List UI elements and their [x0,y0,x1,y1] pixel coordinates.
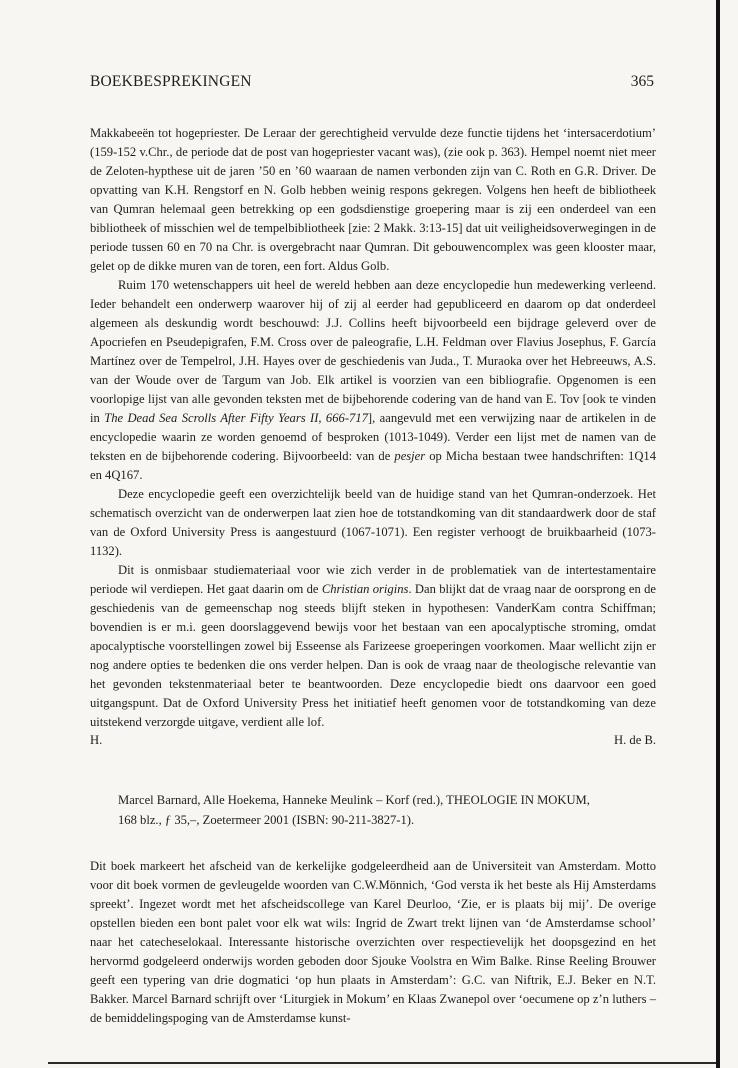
book-title-italic: The Dead Sea Scrolls After Fifty Years II, 666-717 [104,411,368,425]
review-2-paragraph-1: Dit boek markeert het afscheid van de kerkelijke godgeleerdheid aan de Universiteit van Amsterdam. Motto voor dit boek vormen de gevleugelde woorden van C.W.Mönnich, ‘God versta ik het beste als Hij Amsterdams spreekt’. Ingezet wordt met het afscheidscollege van Karel Deurloo, ‘Zie, er is plaats bij mij’. De overige opstellen bieden een bont palet voor elk wat wils: Ingrid de Zwart trekt lijnen van ‘de Amsterdamse school’ naar het catecheselokaal. Interessante historische overzichten over respectievelijk het doopsgezind en het hervormd godgeleerd onderwijs worden geboden door Sjouke Voolstra en Wim Balke. Rinse Reeling Brouwer geeft een typering van drie dogmatici ‘op hun plaats in Amsterdam’: G.C. van Niftrik, E.J. Beker en N.T. Bakker. Marcel Barnard schrijft over ‘Liturgiek in Mokum’ en Klaas Zwanepol over ‘oecumene op z’n luthers – de bemiddelingspoging van de Amsterdamse kunst- [90,859,656,1025]
running-header: BOEKBESPREKINGEN [90,73,252,90]
review-1-paragraph-4-text: Dit is onmisbaar studiemateriaal voor wie zich verder in de problematiek van de intertestamentaire periode wil verdiepen. Het gaat daarin om de [90,563,656,596]
bibliographic-line-1: Marcel Barnard, Alle Hoekema, Hanneke Meulink – Korf (red.), THEOLOGIE IN MOKUM, [118,793,590,807]
review-2-bibliographic-entry [118,790,656,830]
signature-left: H. [90,733,103,747]
review-1-paragraph-2 [90,276,656,485]
bibliographic-line-2: 168 blz., ƒ 35,–, Zoetermeer 2001 (ISBN: 90-211-3827-1). [118,813,415,827]
page-number: 365 [630,73,654,90]
review-1-paragraph-2-cont: ], aangevuld met een verwijzing naar de artikelen in de encyclopedie waarin ze worden genoemd of besproken (1013-1049). Verder een lijst met de namen van de teksten en de bijbehorende codering. Bijvoorbeeld: van de [90,411,656,463]
review-1-paragraph-3: Deze encyclopedie geeft een overzichtelijk beeld van de huidige stand van het Qumran-onderzoek. Het schematisch overzicht van de onderwerpen laat zien hoe de totstandkoming van dit standaardwerk door de staf van de Oxford University Press is aangestuurd (1067-1071). Een register verhoogt de bruikbaarheid (1073-1132). [90,487,656,558]
review-1-paragraph-1: Makkabeeën tot hogepriester. De Leraar der gerechtigheid vervulde deze functie tijdens het ‘intersacerdotium’ (159-152 v.Chr., de periode dat de post van hogepriester vacant was), (zie ook p. 363). Hempel noemt niet meer de Zeloten-hypthese uit de jaren ’50 en ’60 waaraan de namen verbonden zijn van C. Roth en G.R. Driver. De opvatting van K.H. Rengstorf en N. Golb hebben weinig respons gekregen. Volgens hen heeft de bibliotheek van Qumran helemaal geen betrekking op een godsdienstige groepering maar is zij een onderdeel van een bibliotheek of misschien wel de tempelbibliotheek [zie: 2 Makk. 3:13-15] dat uit veiligheidsoverwegingen in de periode tussen 60 en 70 na Chr. is overgebracht naar Qumran. Dit gebouwencomplex was geen klooster maar, gelet op de dikke muren van de toren, een fort. Aldus Golb. [90,126,656,273]
review-1-paragraph-2-end: op Micha bestaan twee handschriften: 1Q14 en 4Q167. [90,449,657,482]
scan-edge-bar [716,0,720,1068]
pesjer-italic: pesjer [394,449,426,463]
review-1-paragraph-2-text: Ruim 170 wetenschappers uit heel de wereld hebben aan deze encyclopedie hun medewerking verleend. Ieder behandelt een onderwerp waarover hij of zij al eerder had gepubliceerd en daarom op dat onderdeel algemeen als deskundig wordt beschouwd: J.J. Collins heeft bijvoorbeeld een bijdrage geleverd over de Apocriefen en Pseudepigrafen, F.M. Cross over de paleografie, L.H. Feldman over Flavius Josephus, F. García Martínez over de Tempelrol, J.H. Hayes over de geschiedenis van Juda., T. Muraoka over het Hebreeuws, A.S. van der Woude over de Targum van Job. Elk artikel is voorzien van een bibliografie. Opgenomen is een voorlopige lijst van alle gevonden teksten met de bijbehorende codering van de hand van E. Tov [ook te vinden in [90,278,656,425]
review-1-paragraph-4 [90,561,656,732]
reviewer-signature: H. de B. [614,733,656,747]
review-1-paragraph-4-end: . Dan blijkt dat de vraag naar de oorsprong en de geschiedenis van de gemeenschap nog steeds blijft steken in hypothesen: VanderKam contra Schiffman; bovendien is er m.i. geen doorslaggevend bewijs voor het bestaan van een apocalyptische stroming, omdat apocalyptische voorstellingen zowel bij Esseense als Farizeese groeperingen voorkomen. Maar wellicht zijn er nog andere opties te bedenken die ons verder helpen. Dan is ook de vraag naar de theologische relevantie van het gevonden tekstenmateriaal beter te beantwoorden. Deze encyclopedie biedt ons daarvoor een goed uitgangspunt. Dat de Oxford University Press het initiatief heeft genomen voor de totstandkoming van deze uitstekend verzorgde uitgave, verdient alle lof. [90,582,656,729]
christian-origins-italic: Christian origins [321,582,409,596]
review-1-body [90,124,656,732]
scan-bottom-line [48,1062,716,1064]
review-2-body [90,857,656,1028]
